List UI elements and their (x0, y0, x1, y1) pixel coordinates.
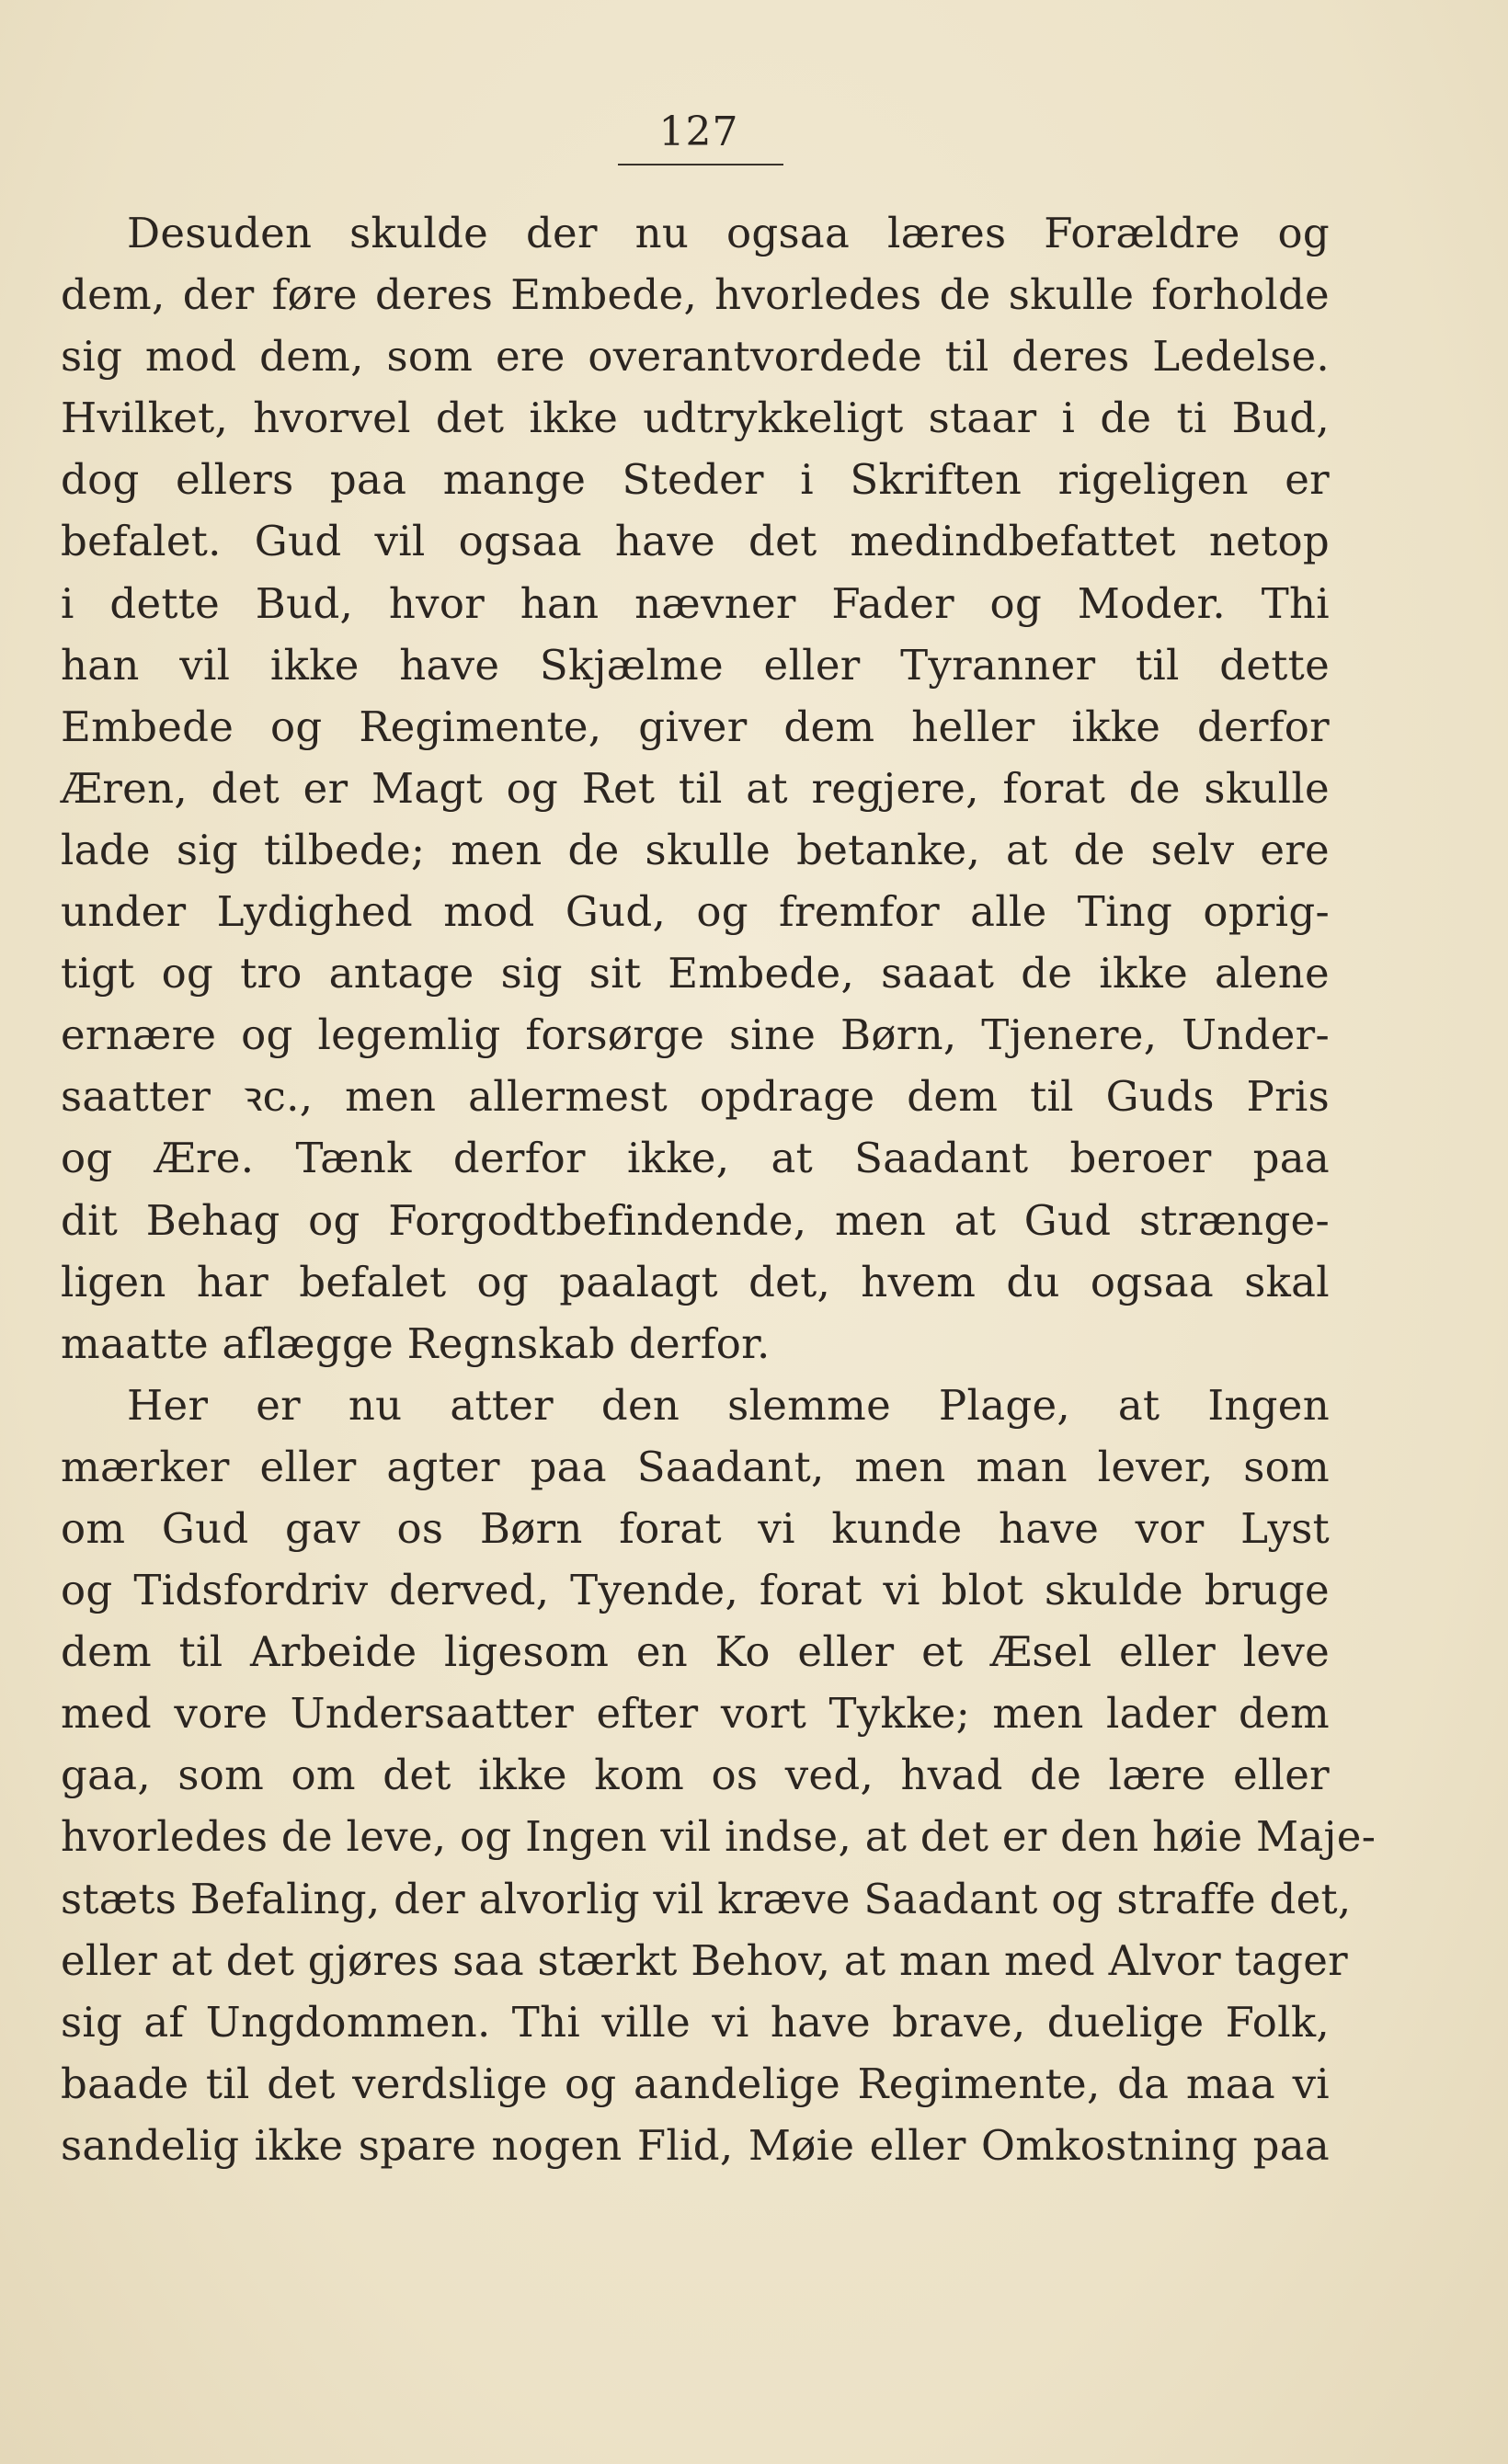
text-line: under Lydighed mod Gud, og fremfor alle Ting oprig- (61, 887, 1330, 937)
paragraph-2 (61, 1375, 1377, 2176)
text-line: i dette Bud, hvor han nævner Fader og Moder. Thi (61, 578, 1330, 628)
text-line: ligen har befalet og paalagt det, hvem du ogsaa skal (61, 1257, 1330, 1306)
text-line: befalet. Gud vil ogsaa have det medindbefattet netop (61, 517, 1330, 566)
text-line: Desuden skulde der nu ogsaa læres Forældre og (127, 209, 1330, 257)
text-line: med vore Undersaatter efter vort Tykke; men lader dem (61, 1689, 1330, 1739)
text-line: sig mod dem, som ere overantvordede til deres Ledelse. (61, 332, 1330, 382)
text-line: dem til Arbeide ligesom en Ko eller et Æsel eller leve (61, 1627, 1330, 1677)
text-line: hvorledes de leve, og Ingen vil indse, at det er den høie Maje- (61, 1812, 1377, 1862)
text-line: om Gud gav os Børn forat vi kunde have vor Lyst (61, 1503, 1330, 1553)
paragraph-1 (61, 202, 1330, 1375)
text-line: og Ære. Tænk derfor ikke, at Saadant beroer paa (61, 1134, 1330, 1183)
text-line: sig af Ungdommen. Thi ville vi have brave, duelige Folk, (61, 1997, 1330, 2047)
text-line: eller at det gjøres saa stærkt Behov, at man med Alvor tager (61, 1935, 1348, 1985)
text-line: tigt og tro antage sig sit Embede, saaat de ikke alene (61, 949, 1330, 998)
text-line: Her er nu atter den slemme Plage, at Ingen (127, 1380, 1330, 1430)
text-line: dog ellers paa mange Steder i Skriften rigeligen er (61, 455, 1330, 505)
text-line: gaa, som om det ikke kom os ved, hvad de lære eller (61, 1751, 1330, 1800)
text-line: dit Behag og Forgodtbefindende, men at Gud strænge- (61, 1195, 1330, 1245)
text-line: stæts Befaling, der alvorlig vil kræve Saadant og straffe det, (61, 1874, 1352, 1923)
page-number: 127 (658, 108, 739, 155)
text-line: Embede og Regimente, giver dem heller ikke derfor (61, 702, 1330, 751)
text-line: ernære og legemlig forsørge sine Børn, Tjenere, Under- (61, 1010, 1330, 1060)
text-line: saatter ꝛc., men allermest opdrage dem til Guds Pris (61, 1072, 1330, 1122)
text-line: Hvilket, hvorvel det ikke udtrykkeligt staar i de ti Bud, (61, 394, 1330, 443)
body-text (61, 202, 1377, 2176)
page-number-rule (618, 164, 783, 165)
text-line: og Tidsfordriv derved, Tyende, forat vi blot skulde bruge (61, 1566, 1330, 1615)
text-line: maatte aflægge Regnskab derfor. (61, 1318, 771, 1368)
text-line: baade til det verdslige og aandelige Regimente, da maa vi (61, 2059, 1330, 2108)
text-line: mærker eller agter paa Saadant, men man lever, som (61, 1442, 1330, 1491)
text-line: lade sig tilbede; men de skulle betanke, at de selv ere (61, 825, 1330, 874)
text-line: sandelig ikke spare nogen Flid, Møie eller Omkostning paa (61, 2120, 1330, 2170)
text-line: Æren, det er Magt og Ret til at regjere, forat de skulle (61, 763, 1330, 813)
text-line: han vil ikke have Skjælme eller Tyranner til dette (61, 640, 1330, 690)
text-line: dem, der føre deres Embede, hvorledes de skulle forholde (61, 270, 1330, 320)
